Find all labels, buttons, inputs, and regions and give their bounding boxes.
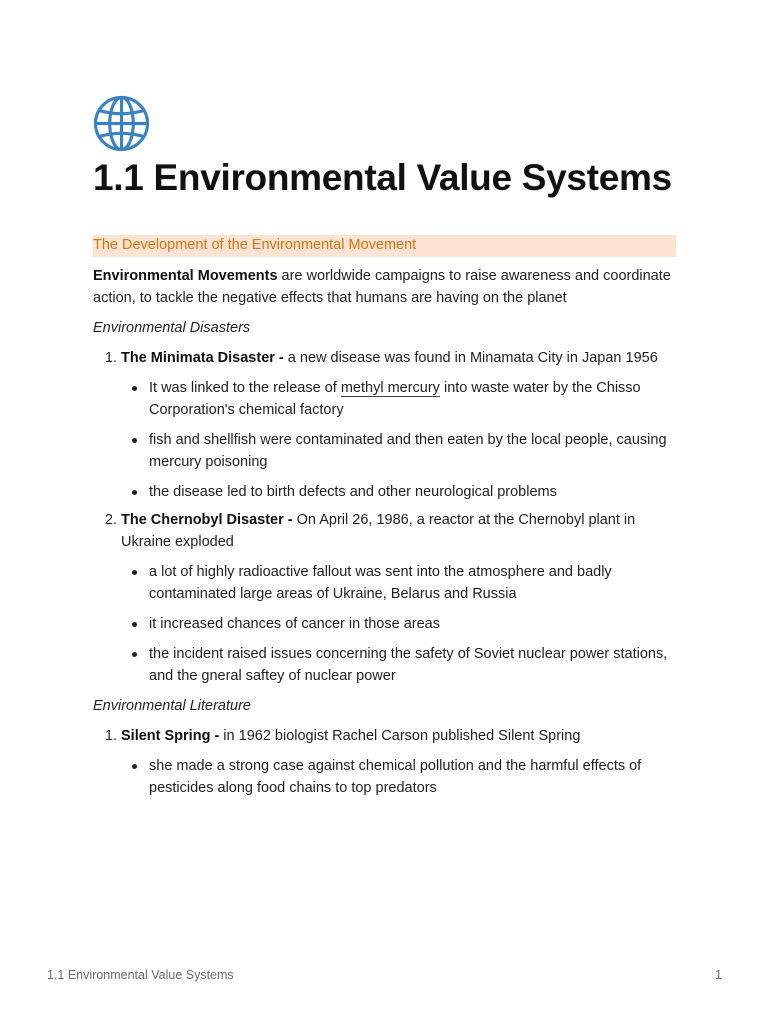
item-title: Silent Spring - [121, 728, 220, 744]
methyl-mercury-link[interactable]: methyl mercury [340, 380, 440, 396]
section-callout: The Development of the Environmental Movement [93, 235, 676, 257]
bullet-text: into waste water by the Chisso Corporation's chemical factory [149, 380, 641, 418]
list-item [121, 725, 676, 799]
disasters-heading: Environmental Disasters [93, 320, 251, 336]
globe-icon [93, 95, 150, 152]
item-text: in 1962 biologist Rachel Carson published Silent Spring [219, 728, 581, 744]
intro-text: are worldwide campaigns to raise awareness and coordinate action, to tackle the negative effects that humans are having on the planet [93, 268, 671, 306]
item-title: The Chernobyl Disaster - [121, 512, 293, 528]
disasters-list [93, 347, 676, 687]
literature-list [93, 725, 676, 799]
list-item [121, 509, 676, 687]
list-item [121, 347, 676, 503]
bullet-item: a lot of highly radioactive fallout was sent into the atmosphere and badly contaminated large areas of Ukraine, Belarus and Russia [149, 561, 676, 605]
page-number: 1 [715, 968, 722, 982]
page-title: 1.1 Environmental Value Systems [93, 157, 672, 198]
bullet-list [121, 561, 676, 687]
item-text: a new disease was found in Minamata City in Japan 1956 [283, 350, 658, 366]
item-text: On April 26, 1986, a reactor at the Chernobyl plant in Ukraine exploded [121, 512, 636, 550]
bullet-text: It was linked to the release of [149, 380, 341, 396]
item-title: The Minimata Disaster - [121, 350, 284, 366]
footer-title: 1.1 Environmental Value Systems [47, 968, 234, 982]
bullet-list [121, 377, 676, 503]
bullet-item: it increased chances of cancer in those areas [149, 613, 676, 635]
intro-paragraph [93, 265, 676, 309]
bullet-item: the disease led to birth defects and other neurological problems [149, 481, 676, 503]
document-page [93, 95, 676, 799]
bullet-item: the incident raised issues concerning the safety of Soviet nuclear power stations, and the gneral saftey of nuclear power [149, 643, 676, 687]
bullet-item [149, 377, 676, 421]
bullet-item: fish and shellfish were contaminated and then eaten by the local people, causing mercury poisoning [149, 429, 676, 473]
literature-heading: Environmental Literature [93, 698, 251, 714]
intro-bold-term: Environmental Movements [93, 268, 278, 284]
bullet-item: she made a strong case against chemical pollution and the harmful effects of pesticides along food chains to top predators [149, 755, 676, 799]
bullet-list [121, 755, 676, 799]
